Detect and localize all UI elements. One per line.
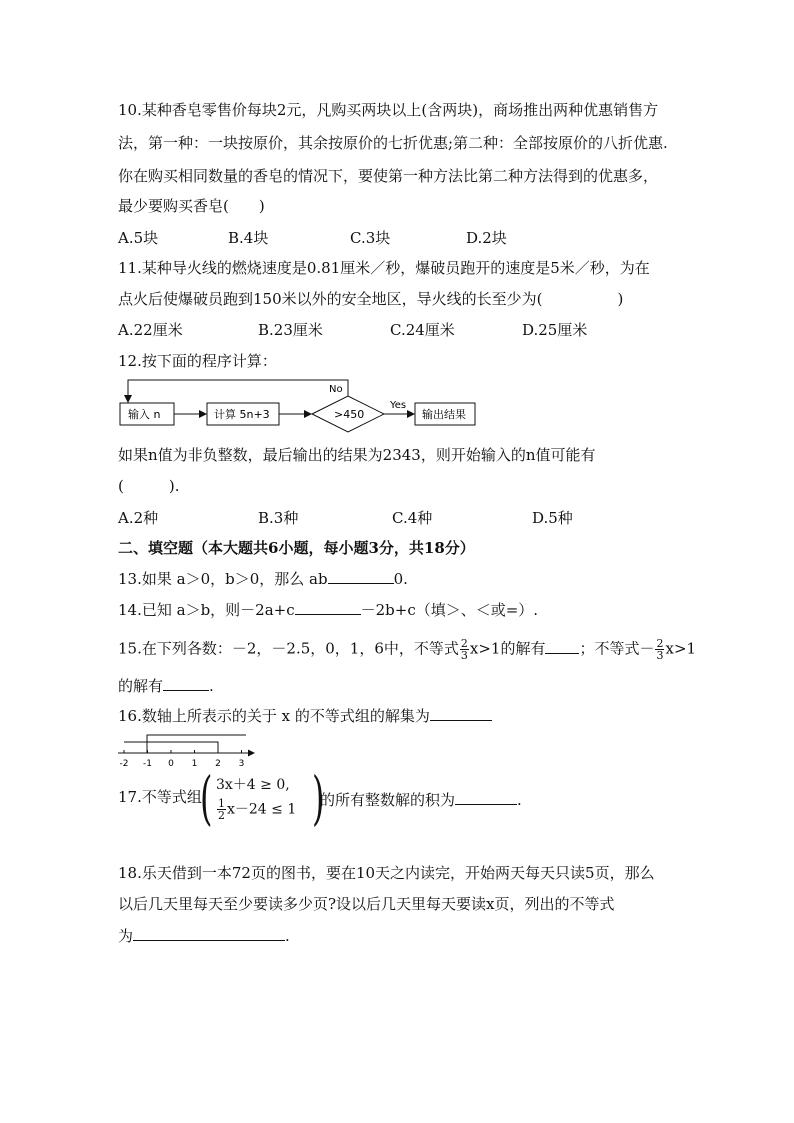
tick-label: 0	[168, 759, 174, 769]
q15-fraction-1: $\frac{2}{3}$	[460, 637, 468, 662]
input-box-text: 输入 n	[128, 408, 161, 421]
q17-after: 的所有整数解的积为 .	[320, 791, 522, 809]
tick-label: -2	[119, 759, 129, 769]
q15-text-2: x>1的解有	[469, 639, 546, 658]
q18-line-2: 以后几天里每天至少要读多少页?设以后几天里每天要读x页，列出的不等式	[118, 895, 615, 913]
q13-text-end: 0.	[393, 570, 408, 588]
tick-label: 2	[215, 759, 221, 769]
q15-fraction-2: $\frac{2}{3}$	[656, 637, 664, 662]
q12-line-1: 12.按下面的程序计算：	[118, 352, 277, 370]
q17-inequality-system	[200, 764, 325, 832]
no-label: No	[329, 384, 343, 395]
tick-label: -1	[143, 759, 152, 769]
left-brace: (	[200, 764, 213, 832]
q17-row-2: $\frac{1}{2}$ x－24 ≤ 1	[218, 797, 297, 822]
q18-line-3: 为 .	[118, 927, 290, 945]
q12-option-b: B.3种	[258, 509, 299, 527]
q16	[118, 706, 492, 726]
q15-text-5: 的解有	[118, 677, 164, 695]
q11-line-2: 点火后使爆破员跑到150米以外的安全地区，导火线的长至少为( )	[118, 290, 624, 308]
output-box-text: 输出结果	[422, 408, 466, 421]
q12-option-d: D.5种	[532, 509, 573, 527]
q15-text-4: x>1	[665, 639, 697, 658]
condition-text: >450	[334, 408, 365, 421]
q15-text-1: 15.在下列各数：－2，－2.5，0，1，6中，不等式	[118, 639, 459, 658]
bracket-from-minus-1	[147, 735, 246, 753]
right-brace: )	[312, 764, 325, 832]
q15-line-2: 的解有 .	[118, 677, 214, 695]
q15-answer-blank-2[interactable]	[163, 676, 209, 691]
q10-line-1: 10.某种香皂零售价每块2元，凡购买两块以上(含两块)，商场推出两种优惠销售方	[118, 101, 659, 119]
q17-before: 17.不等式组	[118, 788, 202, 806]
q11-option-c: C.24厘米	[390, 321, 455, 339]
q13-text: 13.如果 a＞0，b＞0，那么 ab	[118, 570, 328, 588]
q16-text: 16.数轴上所表示的关于 x 的不等式组的解集为	[118, 707, 430, 725]
q10-line-4: 最少要购买香皂( )	[118, 197, 265, 215]
q18-answer-blank[interactable]	[133, 926, 285, 941]
number-line	[116, 728, 266, 770]
q14-answer-blank[interactable]	[295, 600, 361, 615]
q14-text: 14.已知 a＞b，则－2a+c	[118, 601, 295, 619]
tick-label: 3	[238, 759, 245, 769]
q12-option-c: C.4种	[392, 509, 433, 527]
section-2-heading: 二、填空题（本大题共6小题，每小题3分，共18分）	[118, 539, 475, 557]
q15-text-3: ；不等式－	[579, 639, 655, 658]
q15-line-1	[118, 638, 696, 661]
q11-option-b: B.23厘米	[258, 321, 323, 339]
q14	[118, 600, 538, 620]
q10-option-b: B.4块	[228, 229, 269, 247]
q13-answer-blank[interactable]	[328, 569, 394, 584]
yes-label: Yes	[390, 400, 407, 411]
q10-line-2: 法，第一种：一块按原价，其余按原价的七折优惠;第二种：全部按原价的八折优惠.	[118, 134, 668, 152]
q11-line-1: 11.某种导火线的燃烧速度是0.81厘米／秒，爆破员跑开的速度是5米／秒，为在	[118, 259, 650, 277]
q10-option-a: A.5块	[118, 229, 159, 247]
q10-line-3: 你在购买相同数量的香皂的情况下，要使第一种方法比第二种方法得到的优惠多，	[118, 167, 659, 185]
q17-answer-blank[interactable]	[455, 790, 517, 805]
q15-answer-blank-1[interactable]	[545, 639, 579, 654]
q11-option-d: D.25厘米	[522, 321, 588, 339]
q12-line-3: ( ).	[118, 477, 180, 495]
q18-line-1: 18.乐天借到一本72页的图书，要在10天之内读完，开始两天每天只读5页，那么	[118, 864, 655, 882]
tick-label: 1	[191, 759, 198, 769]
q14-text-end: －2b+c（填＞、＜或=）.	[360, 601, 539, 619]
q16-answer-blank[interactable]	[430, 706, 492, 721]
compute-box-text: 计算 5n+3	[214, 408, 270, 421]
q10-option-c: C.3块	[350, 229, 391, 247]
program-flowchart	[118, 374, 488, 434]
no-loop-arrow	[128, 380, 348, 403]
q12-option-a: A.2种	[118, 509, 159, 527]
q10-option-d: D.2块	[466, 229, 507, 247]
q17-row-1: 3x＋4 ≥ 0,	[216, 777, 290, 793]
q12-line-2: 如果n值为非负整数，最后输出的结果为2343，则开始输入的n值可能有	[118, 446, 596, 464]
q11-option-a: A.22厘米	[118, 321, 183, 339]
q13	[118, 569, 408, 589]
